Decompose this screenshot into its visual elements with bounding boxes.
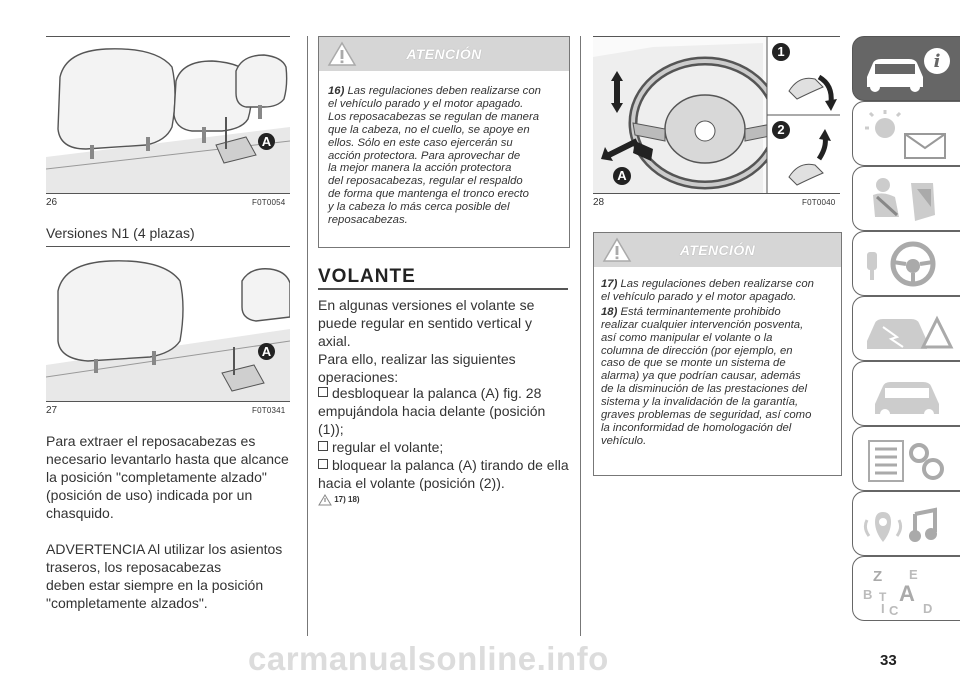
svg-text:C: C [889,603,899,618]
figure-26-number: 26 [46,197,58,208]
svg-text:A: A [899,581,915,606]
figure-26-headrest [46,36,290,194]
column-divider-1 [307,36,308,636]
figure-27-headrest [46,246,290,402]
left-paragraph-2: ADVERTENCIA Al utilizar los asientos traseros, los reposacabezas deben estar siempre en la posición "completamente alzados". [46,541,283,611]
bullet-checkbox-icon [318,441,328,451]
section-title-volante: VOLANTE [318,266,416,287]
warning-box-2 [593,232,842,476]
emergency-icon [853,297,960,360]
svg-text:I: I [881,601,885,616]
tab-safety[interactable] [852,166,960,231]
warning-box-2-body [601,278,837,450]
svg-text:D: D [923,601,933,616]
volante-bullet-1: desbloquear la palanca (A) fig. 28 empujándola hacia delante (posición (1)); [318,385,546,437]
svg-text:E: E [909,567,918,582]
tab-driving[interactable] [852,231,960,296]
multimedia-icon [853,492,960,555]
svg-text:T: T [879,590,887,604]
warning-box-2-title: ATENCIÓN [679,242,756,258]
tab-multimedia[interactable] [852,491,960,556]
callout-a-fig27: A [258,343,275,360]
figure-28-code: F0T0040 [802,198,836,207]
bullet-checkbox-icon [318,459,328,469]
figure-26-code: F0T0054 [252,198,286,207]
warning-lights-icon [853,102,960,165]
headrest-illustration-27 [46,247,290,401]
left-subtitle: Versiones N1 (4 plazas) [46,225,195,241]
warning-box-1-header [319,37,569,71]
volante-refs: 17) 18) [318,494,360,506]
page-number: 33 [880,652,897,669]
tab-technical-data[interactable] [852,426,960,491]
column-divider-2 [580,36,581,636]
warning-box-1-body [328,85,564,229]
tab-car-info[interactable] [852,36,960,101]
section-title-underline [318,288,568,290]
car-info-icon [853,37,960,100]
headrest-illustration-26 [46,37,290,193]
callout-1-fig28: 1 [772,43,790,61]
safety-icon [853,167,960,230]
volante-bullet-3: bloquear la palanca (A) tirando de ella hacia el volante (posición (2)). [318,457,569,491]
callout-2-fig28: 2 [772,121,790,139]
driving-icon [853,232,960,295]
left-paragraph-1: Para extraer el reposacabezas es necesario levantarlo hasta que alcance la posición "completamente alzado" (posición de uso) indicada por un chasquido. [46,433,289,521]
figure-28-steering-wheel [593,36,840,194]
svg-text:Z: Z [873,568,883,585]
warning-box-2-header [594,233,841,267]
warning-box-1-title: ATENCIÓN [406,46,482,62]
index-icon [853,557,960,620]
figure-27-number: 27 [46,405,58,416]
technical-data-icon [853,427,960,490]
figure-28-number: 28 [593,197,605,208]
steering-wheel-illustration [593,37,840,193]
callout-a-fig26: A [258,133,275,150]
bullet-checkbox-icon [318,387,328,397]
small-warning-icon [318,494,332,506]
tab-index[interactable] [852,556,960,621]
volante-bullet-2: regular el volante; [318,438,570,456]
callout-a-fig28: A [613,167,631,185]
tab-emergency[interactable] [852,296,960,361]
tab-maintenance[interactable] [852,361,960,426]
warning-item-17: 17) Las regulaciones deben realizarse con el vehículo parado y el motor apagado. [601,278,814,303]
volante-intro: En algunas versiones el volante se puede regular en sentido vertical y axial. Para ello, realizar las siguientes operaciones: [318,297,535,385]
figure-27-code: F0T0341 [252,406,286,415]
tab-warning-lights[interactable] [852,101,960,166]
svg-text:B: B [863,587,873,602]
watermark: carmanualsonline.info [248,640,609,677]
warning-item-16: 16) Las regulaciones deben realizarse con el vehículo parado y el motor apagado. Los reposacabezas se regulan de manera que la cabeza, no el cuello, se apoye en ellos. Sólo en este caso ejercerán su acción protectora. Para aprovechar de la mejor manera la acción protectora del reposacabezas, regular el respaldo de forma que mantenga el tronco erecto y la cabeza lo más cerca posible del reposacabezas. [328,85,541,227]
svg-text:i: i [933,51,941,72]
warning-item-18: 18) Está terminantemente prohibido realizar cualquier intervención posventa, así como manipular el volante o la columna de dirección (por ejemplo, en caso de que se monte un sistema de alarma) ya que podrían causar, además de la disminución de las prestaciones del sistema y la invalidación de la garantía, graves problemas de seguridad, así como la inconformidad de homologación del vehículo. [601,305,812,447]
maintenance-icon [853,362,960,425]
warning-box-1 [318,36,570,248]
